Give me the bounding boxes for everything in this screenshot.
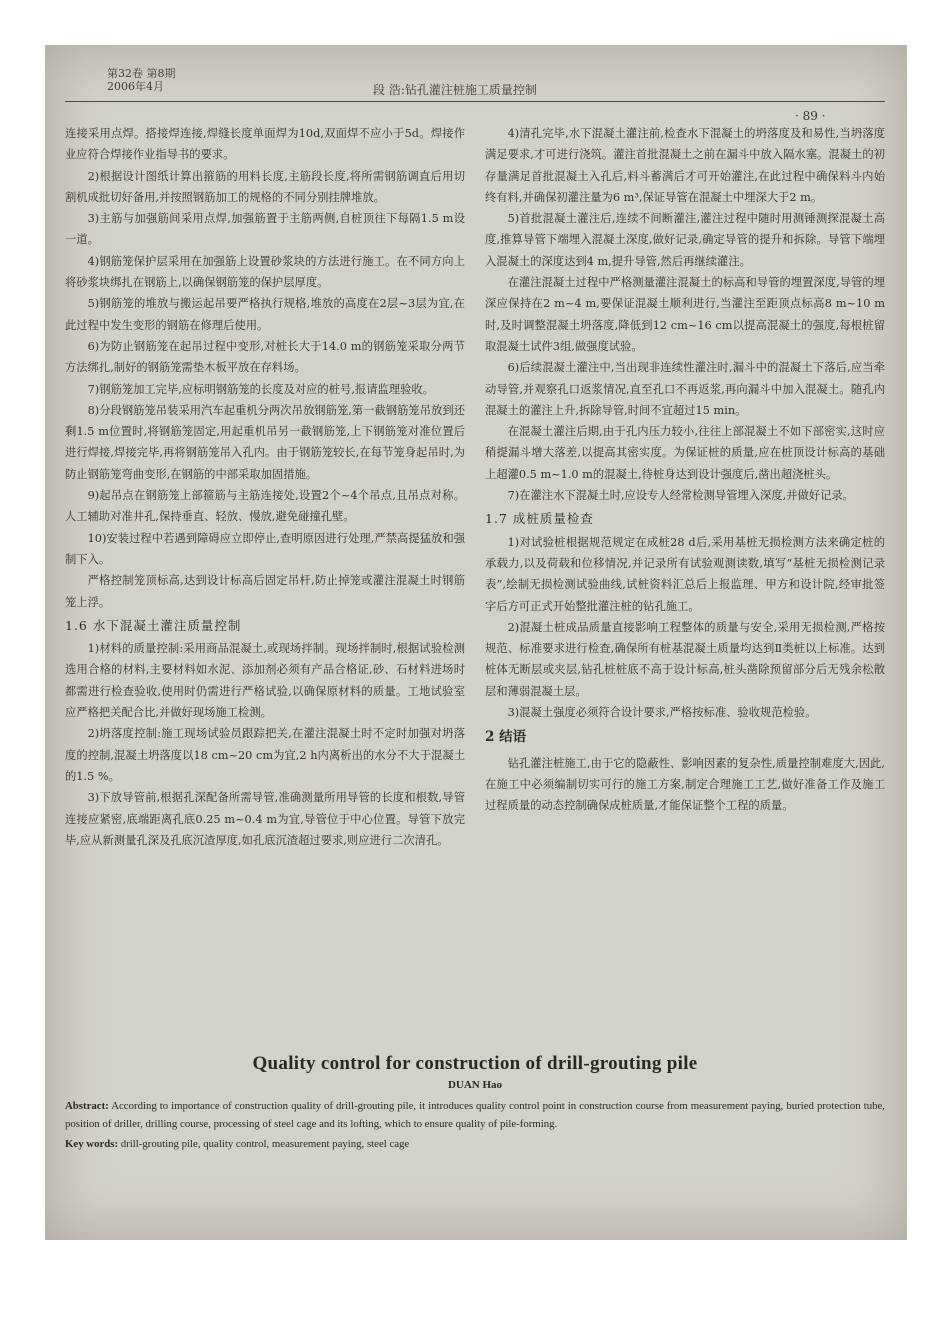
english-abstract-block: [65, 1053, 885, 1153]
paragraph: 3)主筋与加强筋间采用点焊,加强筋置于主筋两侧,自桩顶往下每隔1.5 m设一道。: [65, 212, 465, 247]
keywords-text: drill-grouting pile, quality control, measurement paying, steel cage: [120, 1138, 410, 1150]
paragraph: 3)混凝土强度必须符合设计要求,严格按标准、验收规范检验。: [507, 706, 817, 720]
paragraph: 7)钢筋笼加工完毕,应标明钢筋笼的长度及对应的桩号,报请监理验收。: [87, 382, 434, 396]
journal-issue-info: [107, 67, 176, 93]
paragraph: 10)安装过程中若遇到障碍应立即停止,查明原因进行处理,严禁高提猛放和强制下入。: [65, 531, 465, 566]
paragraph: 5)钢筋笼的堆放与搬运起吊要严格执行规格,堆放的高度在2层~3层为宜,在此过程中发生变形的钢筋在修理后使用。: [65, 297, 465, 332]
left-column: [65, 123, 465, 851]
abstract-text: According to importance of construction quality of drill-grouting pile, it introduces quality control point in construction course from measurement paying, buried protection tube, position of driller, drilling course, processing of steel cage and its lofting, which to ensure quality of pile-forming.: [65, 1100, 885, 1130]
right-column: [485, 123, 885, 817]
paragraph: 2)根据设计图纸计算出箍筋的用料长度,主筋段长度,将所需钢筋调直后用切割机成批切好备用,并按照钢筋加工的规格的不同分别挂牌堆放。: [65, 169, 465, 204]
paragraph: 在混凝土灌注后期,由于孔内压力较小,往往上部混凝土不如下部密实,这时应稍提漏斗增大落差,以提高其密实度。为保证桩的质量,应在桩顶设计标高的基础上超灌0.5 m~1.0 m的混凝土,待桩身达到设计强度后,凿出超浇桩头。: [485, 425, 885, 481]
paragraph: 9)起吊点在钢筋笼上部箍筋与主筋连接处,设置2个~4个吊点,且吊点对称。人工辅助对准井孔,保持垂直、轻放、慢放,避免碰撞孔壁。: [65, 489, 465, 524]
section-heading: 1.6 水下混凝土灌注质量控制: [65, 617, 242, 633]
paragraph: 6)为防止钢筋笼在起吊过程中变形,对桩长大于14.0 m的钢筋笼采取分两节方法绑扎,制好的钢筋笼需垫木板平放在存料场。: [65, 339, 465, 375]
paragraph: 5)首批混凝土灌注后,连续不间断灌注,灌注过程中随时用测锤测探混凝土高度,推算导管下端埋入混凝土深度,做好记录,确定导管的提升和拆除。导管下端埋入混凝土的深度达到4 m,提升导管,然后再继续灌注。: [485, 212, 885, 268]
paragraph: 4)清孔完毕,水下混凝土灌注前,检查水下混凝土的坍落度及和易性,当坍落度满足要求,才可进行浇筑。灌注首批混凝土之前在漏斗中放入隔水塞。混凝土的初存量满足首批混凝土入孔后,料斗蓄满后才可开始灌注,在此过程中确保料斗内始终有料,并确保初灌注量为6 m³,保证导管在混凝土中埋深大于2 m。: [485, 127, 885, 204]
paragraph: 严格控制笼顶标高,达到设计标高后固定吊杆,防止掉笼或灌注混凝土时钢筋笼上浮。: [65, 574, 465, 609]
paragraph: 4)钢筋笼保护层采用在加强筋上设置砂浆块的方法进行施工。在不同方向上将砂浆块绑扎在钢筋上,以确保钢筋笼的保护层厚度。: [65, 254, 465, 290]
page-photo: [45, 45, 907, 1240]
english-keywords: [65, 1135, 885, 1153]
journal-date: 2006年4月: [107, 80, 164, 93]
paragraph: 钻孔灌注桩施工,由于它的隐蔽性、影响因素的复杂性,质量控制难度大,因此,在施工中必须编制切实可行的施工方案,制定合理施工工艺,做好准备工作及施工过程质量的动态控制确保成桩质量,才能保证整个工程的质量。: [485, 756, 885, 813]
section-heading: 2 结语: [485, 729, 527, 746]
abstract-label: Abstract:: [65, 1100, 109, 1112]
paragraph: 1)对试验桩根据规范规定在成桩28 d后,采用基桩无损检测方法来确定桩的承载力,以及荷载和位移情况,并记录所有试验观测读数,填写“基桩无损检测记录表”,绘制无损检测试验曲线,试桩资料汇总后上报监理、甲方和设计院,经审批签字后方可正式开始整批灌注桩的钻孔施工。: [485, 535, 885, 613]
paragraph: 在灌注混凝土过程中严格测量灌注混凝土的标高和导管的埋置深度,导管的埋深应保持在2 m~4 m,要保证混凝土顺利进行,当灌注至距顶点标高8 m~10 m时,及时调整混凝土坍落度,降低到12 cm~16 cm以提高混凝土的强度,每根桩留取混凝土试件3组,做强度试验。: [485, 276, 885, 353]
journal-volume: 第32卷 第8期: [107, 67, 176, 80]
english-author: DUAN Hao: [447, 1079, 503, 1091]
paragraph: 3)下放导管前,根据孔深配备所需导管,准确测量所用导管的长度和根数,导管连接应紧密,底端距离孔底0.25 m~0.4 m为宜,导管位于中心位置。导管下放完毕,应从新测量孔深及孔底沉渣厚度,如孔底沉渣超过要求,则应进行二次清孔。: [65, 791, 465, 847]
running-title: 段 浩:钻孔灌注桩施工质量控制: [373, 83, 537, 97]
paragraph: 2)混凝土桩成品质量直接影响工程整体的质量与安全,采用无损检测,严格按规范、标准要求进行检查,确保所有桩基混凝土质量均达到Ⅱ类桩以上标准。达到桩体无断层或夹层,钻孔桩桩底不高于设计标高,桩头凿除预留部分后无残余松散层和薄弱混凝土层。: [485, 620, 885, 698]
paragraph: 6)后续混凝土灌注中,当出现非连续性灌注时,漏斗中的混凝土下落后,应当牵动导管,并观察孔口返浆情况,直至孔口不再返浆,再向漏斗中加入混凝土。随孔内混凝土的灌注上升,拆除导管,时间不宜超过15 min。: [485, 361, 885, 417]
paragraph: 8)分段钢筋笼吊装采用汽车起重机分两次吊放钢筋笼,第一截钢筋笼吊放到还剩1.5 m位置时,将钢筋笼固定,用起重机吊另一截钢筋笼,上下钢筋笼对准位置后进行焊接,焊接完毕,再将钢筋笼吊入孔内。由于钢筋笼较长,在每节笼身起吊时,为防止钢筋笼弯曲变形,在钢筋的中部采取加固措施。: [65, 403, 465, 481]
header-rule: [65, 101, 885, 102]
paragraph: 2)坍落度控制:施工现场试验员跟踪把关,在灌注混凝土时不定时加强对坍落度的控制,混凝土坍落度以18 cm~20 cm为宜,2 h内离析出的水分不大于混凝土的1.5 %。: [65, 727, 465, 783]
keywords-label: Key words:: [65, 1138, 119, 1150]
english-title: Quality control for construction of drill-grouting pile: [252, 1053, 698, 1074]
page-number: · 89 ·: [795, 109, 826, 123]
paragraph: 连接采用点焊。搭接焊连接,焊缝长度单面焊为10d,双面焊不应小于5d。焊接作业应符合焊接作业指导书的要求。: [65, 127, 465, 162]
english-abstract: [65, 1097, 885, 1133]
section-heading: 1.7 成桩质量检查: [485, 511, 594, 527]
paragraph: 1)材料的质量控制:采用商品混凝土,或现场拌制。现场拌制时,根据试验检测选用合格的材料,主要材料如水泥、添加剂必须有产品合格证,砂、石材料进场时都需进行检查验收,使用时仍需进行严格试验,以确保原材料的质量。工地试验室应严格把关配合比,并做好现场施工检测。: [65, 642, 465, 720]
paragraph: 7)在灌注水下混凝土时,应设专人经常检测导管埋入深度,并做好记录。: [507, 489, 854, 503]
journal-page: [45, 45, 907, 1240]
